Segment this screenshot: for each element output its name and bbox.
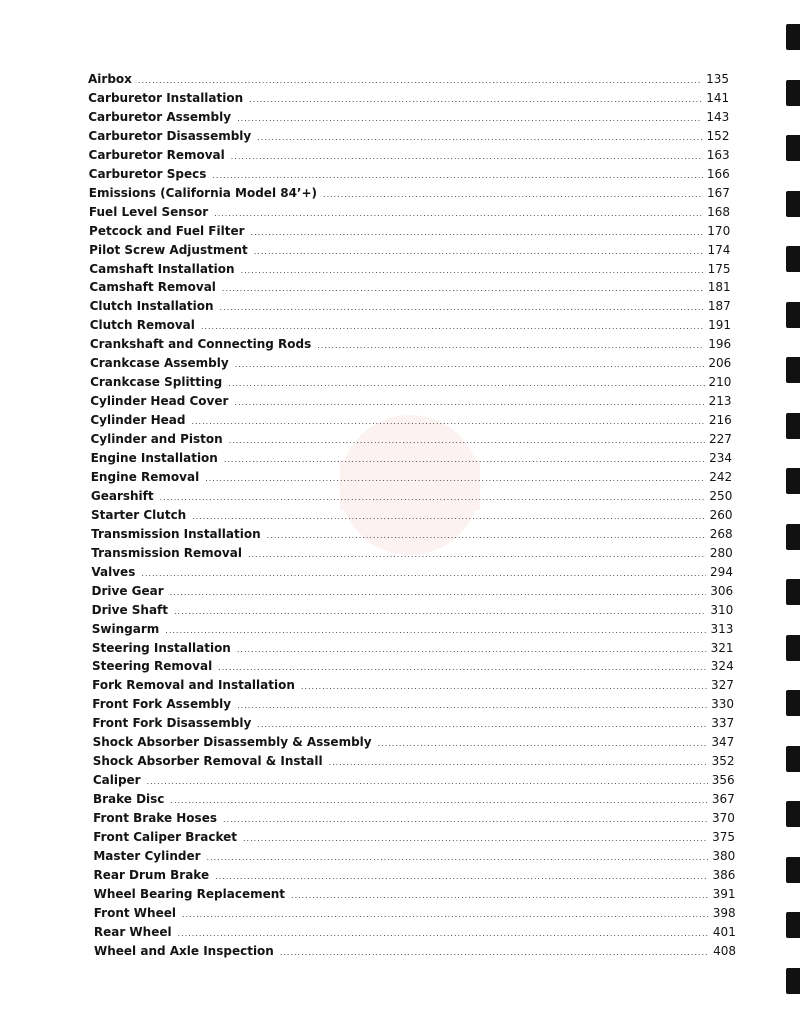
toc-entry <box>89 222 730 241</box>
toc-entry <box>89 260 730 279</box>
toc-entry-title: Crankshaft and Connecting Rods <box>89 337 312 352</box>
toc-dot-leader <box>223 810 708 829</box>
toc-entry-title: Engine Removal <box>90 469 200 484</box>
toc-entry-page-number: 141 <box>706 90 730 105</box>
toc-entry-page-number: 166 <box>706 166 730 181</box>
toc-entry <box>89 184 730 203</box>
toc-entry <box>88 127 729 146</box>
binding-tab-mark <box>786 413 800 439</box>
toc-entry-page-number: 234 <box>709 451 733 465</box>
binding-tab-mark <box>786 690 800 716</box>
toc-entry-page-number: 174 <box>707 242 731 257</box>
toc-dot-leader <box>160 488 706 507</box>
toc-dot-leader <box>249 90 702 109</box>
toc-dot-leader <box>229 431 705 450</box>
toc-dot-leader <box>254 242 704 261</box>
toc-entry-page-number: 175 <box>707 261 731 276</box>
binding-tab-mark <box>786 912 800 938</box>
binding-tab-mark <box>786 635 800 661</box>
toc-dot-leader <box>178 924 709 943</box>
binding-tab-mark <box>786 246 800 272</box>
toc-entry-title: Drive Shaft <box>91 602 169 617</box>
toc-entry <box>88 70 729 89</box>
binding-tab-mark <box>786 302 800 328</box>
toc-entry-page-number: 324 <box>710 659 734 674</box>
toc-entry-title: Swingarm <box>91 621 160 636</box>
toc-entry-page-number: 167 <box>707 185 730 200</box>
toc-entry-title: Clutch Installation <box>89 299 214 314</box>
toc-entry <box>90 430 731 449</box>
toc-entry-title: Master Cylinder <box>93 848 201 863</box>
toc-entry-page-number: 398 <box>712 905 736 920</box>
toc-dot-leader <box>323 185 703 204</box>
toc-entry-title: Front Fork Disassembly <box>92 716 252 731</box>
toc-dot-leader <box>257 715 707 734</box>
binding-tabs <box>780 0 800 1035</box>
toc-entry-title: Pilot Screw Adjustment <box>89 242 248 257</box>
toc-entry-page-number: 327 <box>710 678 734 693</box>
toc-entry-page-number: 321 <box>710 640 734 655</box>
toc-entry-page-number: 170 <box>707 223 731 238</box>
toc-dot-leader <box>218 658 707 677</box>
toc-entry-page-number: 163 <box>706 147 730 162</box>
toc-dot-leader <box>214 204 703 223</box>
toc-entry-page-number: 196 <box>708 337 732 352</box>
toc-entry-page-number: 143 <box>706 109 730 124</box>
binding-tab-mark <box>786 191 800 217</box>
toc-entry-title: Steering Installation <box>91 640 231 655</box>
toc-entry <box>92 582 734 601</box>
toc-dot-leader <box>138 71 702 90</box>
toc-entry-title: Gearshift <box>90 488 154 503</box>
toc-dot-leader <box>257 128 702 147</box>
toc-entry-title: Wheel and Axle Inspection <box>94 943 274 958</box>
toc-entry-page-number: 391 <box>712 886 736 901</box>
toc-entry-page-number: 408 <box>713 943 736 958</box>
toc-entry-page-number: 242 <box>709 469 733 484</box>
toc-entry-title: Emissions (California Model 84’+) <box>88 185 318 200</box>
toc-entry-page-number: 313 <box>710 621 734 636</box>
toc-entry-page-number: 152 <box>706 128 730 143</box>
toc-entry-title: Front Wheel <box>93 905 176 920</box>
toc-dot-leader <box>329 753 708 772</box>
toc-entry-page-number: 306 <box>710 583 734 598</box>
toc-entry-page-number: 181 <box>707 280 731 295</box>
toc-dot-leader <box>378 734 708 753</box>
toc-dot-leader <box>301 677 707 696</box>
toc-entry-page-number: 370 <box>712 811 735 826</box>
toc-dot-leader <box>237 696 707 715</box>
toc-entry-title: Crankcase Assembly <box>89 356 229 371</box>
toc-entry <box>90 297 731 316</box>
toc-dot-leader <box>267 526 706 545</box>
toc-entry <box>90 373 731 392</box>
toc-entry-title: Valves <box>91 564 136 579</box>
toc-entry-title: Carburetor Assembly <box>88 109 232 124</box>
toc-entry <box>93 809 735 828</box>
binding-tab-mark <box>786 801 800 827</box>
toc-entry <box>92 695 734 714</box>
toc-entry-title: Carburetor Installation <box>88 90 244 105</box>
toc-entry <box>94 923 736 942</box>
toc-entry <box>89 146 730 165</box>
toc-entry-page-number: 187 <box>707 299 731 314</box>
toc-entry-title: Wheel Bearing Replacement <box>93 886 286 901</box>
toc-entry <box>94 942 736 961</box>
binding-tab-mark <box>786 746 800 772</box>
toc-entry-page-number: 210 <box>708 375 732 390</box>
toc-entry <box>93 790 735 809</box>
toc-entry-page-number: 375 <box>712 830 736 844</box>
toc-entry <box>93 828 735 847</box>
toc-entry <box>88 108 729 127</box>
toc-dot-leader <box>234 393 704 412</box>
toc-dot-leader <box>170 791 707 810</box>
toc-dot-leader <box>165 621 706 640</box>
toc-entry <box>89 241 730 260</box>
toc-dot-leader <box>191 412 704 431</box>
toc-entry <box>91 563 733 582</box>
toc-entry-title: Rear Wheel <box>93 924 172 939</box>
binding-tab-mark <box>786 857 800 883</box>
toc-entry-title: Fork Removal and Installation <box>92 678 295 693</box>
toc-entry-title: Carburetor Disassembly <box>88 128 252 143</box>
toc-entry-page-number: 401 <box>712 924 736 939</box>
toc-entry <box>92 620 734 639</box>
toc-entry-page-number: 330 <box>711 697 734 712</box>
toc-entry <box>91 487 732 506</box>
toc-entry <box>93 847 735 866</box>
toc-entry <box>91 468 732 487</box>
toc-dot-leader <box>170 583 707 602</box>
toc-entry-page-number: 135 <box>706 72 729 86</box>
toc-dot-leader <box>222 279 704 298</box>
binding-tab-mark <box>786 24 800 50</box>
toc-entry-title: Front Brake Hoses <box>93 811 217 826</box>
toc-entry-title: Carburetor Specs <box>88 166 207 181</box>
toc-entry-title: Fuel Level Sensor <box>88 204 209 219</box>
toc-entry <box>93 771 735 790</box>
toc-entry <box>88 89 729 108</box>
toc-dot-leader <box>147 772 708 791</box>
toc-entry-page-number: 356 <box>711 773 735 788</box>
toc-entry-title: Front Caliper Bracket <box>93 830 238 844</box>
toc-entry-title: Cylinder Head <box>90 413 186 428</box>
toc-entry-page-number: 386 <box>712 867 736 882</box>
toc-entry-title: Brake Disc <box>92 792 165 807</box>
toc-dot-leader <box>207 848 709 867</box>
toc-entry <box>92 714 734 733</box>
toc-entry-page-number: 352 <box>711 754 735 769</box>
toc-entry-page-number: 168 <box>707 204 731 219</box>
toc-entry-page-number: 250 <box>709 488 733 503</box>
toc-entry-title: Crankcase Splitting <box>90 375 223 390</box>
toc-entry <box>89 203 730 222</box>
toc-entry <box>90 335 731 354</box>
binding-tab-mark <box>786 524 800 550</box>
binding-tab-mark <box>786 579 800 605</box>
toc-entry <box>93 866 735 885</box>
binding-tab-mark <box>786 135 800 161</box>
toc-entry-title: Camshaft Removal <box>89 280 216 295</box>
toc-dot-leader <box>248 545 706 564</box>
toc-entry <box>90 354 731 373</box>
toc-dot-leader <box>231 147 703 166</box>
toc-dot-leader <box>237 109 702 128</box>
toc-dot-leader <box>215 867 708 886</box>
toc-entry-page-number: 191 <box>708 318 731 333</box>
toc-entry-title: Caliper <box>92 773 141 788</box>
toc-entry <box>90 392 731 411</box>
toc-entry-title: Clutch Removal <box>89 318 195 333</box>
toc-dot-leader <box>241 261 704 280</box>
toc-entry-page-number: 213 <box>708 394 732 409</box>
binding-tab-mark <box>786 468 800 494</box>
toc-entry <box>91 506 733 525</box>
toc-entry <box>92 601 734 620</box>
toc-entry <box>92 657 734 676</box>
toc-entry-title: Transmission Installation <box>91 526 261 541</box>
toc-entry-title: Drive Gear <box>91 583 164 598</box>
toc-dot-leader <box>141 564 706 583</box>
toc-entry-title: Petcock and Fuel Filter <box>89 223 245 238</box>
toc-dot-leader <box>291 886 709 905</box>
toc-entry-page-number: 206 <box>708 356 732 371</box>
toc-entry-page-number: 310 <box>710 602 734 617</box>
toc-entry-page-number: 280 <box>709 545 733 560</box>
toc-entry-page-number: 268 <box>709 526 733 541</box>
toc-dot-leader <box>182 905 709 924</box>
toc-entry <box>92 639 734 658</box>
toc-entry-title: Shock Absorber Removal & Install <box>92 754 323 769</box>
binding-tab-mark <box>786 968 800 994</box>
toc-entry-title: Carburetor Removal <box>88 147 225 162</box>
toc-dot-leader <box>205 469 705 488</box>
toc-dot-leader <box>280 943 709 962</box>
toc-dot-leader <box>243 829 708 848</box>
toc-entry <box>92 676 734 695</box>
toc-entry-title: Cylinder and Piston <box>90 432 223 447</box>
toc-entry-title: Steering Removal <box>92 659 213 674</box>
toc-entry-title: Camshaft Installation <box>89 261 235 276</box>
toc-entry <box>94 885 736 904</box>
toc-entry-title: Engine Installation <box>90 451 218 465</box>
toc-entry <box>91 544 733 563</box>
toc-entry <box>91 525 733 544</box>
toc-entry-title: Cylinder Head Cover <box>90 394 229 409</box>
toc-entry-title: Front Fork Assembly <box>92 697 232 712</box>
toc-dot-leader <box>317 336 704 355</box>
toc-entry-title: Transmission Removal <box>91 545 242 560</box>
binding-tab-mark <box>786 357 800 383</box>
toc-entry <box>93 733 735 752</box>
toc-dot-leader <box>228 374 704 393</box>
toc-entry-title: Airbox <box>88 72 132 86</box>
toc-dot-leader <box>237 640 707 659</box>
toc-entry-page-number: 260 <box>709 507 733 522</box>
toc-entry-page-number: 367 <box>711 792 735 807</box>
toc-dot-leader <box>235 355 705 374</box>
toc-dot-leader <box>201 317 704 336</box>
toc-entry-page-number: 294 <box>710 564 733 579</box>
binding-tab-mark <box>786 80 800 106</box>
toc-entry <box>89 165 730 184</box>
toc-entry-page-number: 347 <box>711 735 735 750</box>
toc-entry <box>93 752 735 771</box>
toc-dot-leader <box>212 166 702 185</box>
toc-dot-leader <box>251 223 704 242</box>
toc-entry-title: Shock Absorber Disassembly & Assembly <box>92 735 372 750</box>
toc-entry-page-number: 216 <box>708 413 732 428</box>
toc-entry <box>90 316 731 335</box>
toc-dot-leader <box>224 450 705 469</box>
toc-entry <box>91 449 732 468</box>
toc-dot-leader <box>192 507 705 526</box>
toc-entry-title: Rear Drum Brake <box>93 867 210 882</box>
toc-entry <box>89 278 730 297</box>
toc-entry-page-number: 337 <box>711 716 735 731</box>
toc-entry-page-number: 227 <box>708 432 732 447</box>
toc-dot-leader <box>220 298 704 317</box>
toc-entry-title: Starter Clutch <box>91 507 187 522</box>
toc-dot-leader <box>174 602 706 621</box>
toc-entry-page-number: 380 <box>712 848 736 863</box>
toc-entry <box>94 904 736 923</box>
toc-entry <box>90 411 731 430</box>
